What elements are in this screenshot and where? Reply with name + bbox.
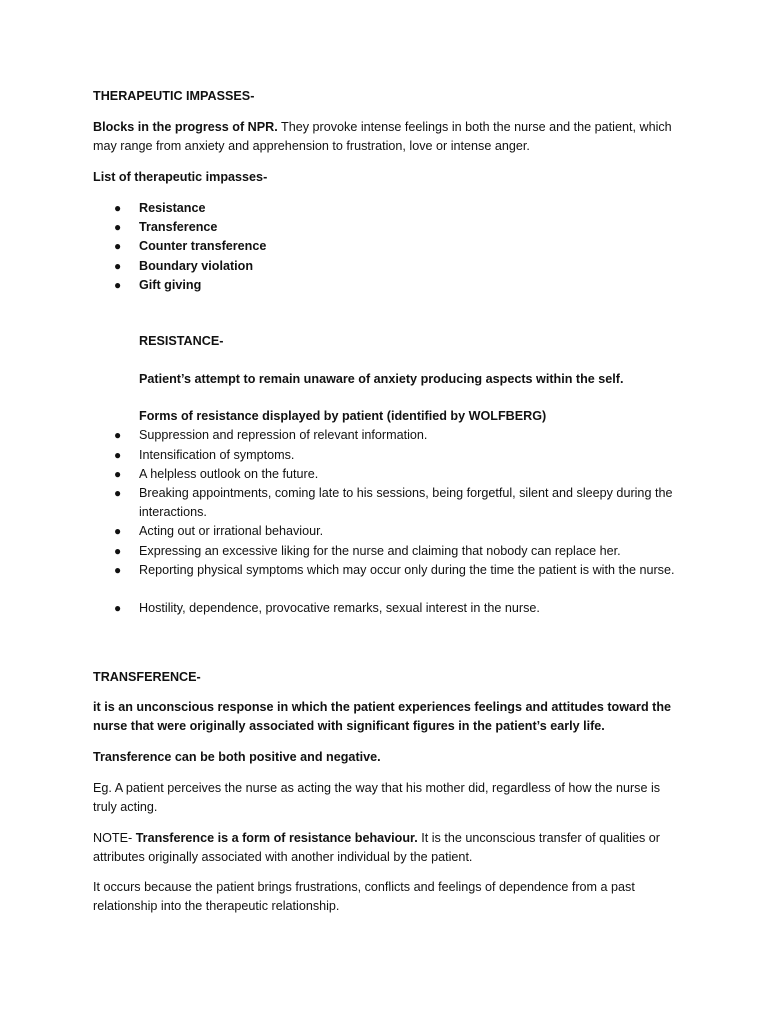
- bullet-icon: ●: [114, 544, 122, 558]
- transference-definition: it is an unconscious response in which the patient experiences feelings and attitudes toward the nurse that were originally associated with significant figures in the patient’s early life.: [93, 700, 672, 733]
- list-item: Resistance: [139, 201, 206, 215]
- resistance-definition: Patient’s attempt to remain unaware of anxiety producing aspects within the self.: [139, 372, 624, 386]
- transference-example: Eg. A patient perceives the nurse as acting the way that his mother did, regardless of how the nurse is truly acting.: [93, 781, 661, 814]
- bullet-icon: ●: [114, 428, 122, 442]
- resistance-heading: RESISTANCE-: [139, 334, 224, 348]
- bullet-icon: ●: [114, 524, 122, 538]
- list-item: Transference: [139, 220, 218, 234]
- list-item: Reporting physical symptoms which may occur only during the time the patient is with the nurse.: [139, 563, 675, 577]
- list-item: Intensification of symptoms.: [139, 448, 295, 462]
- intro-bold: Blocks in the progress of NPR.: [93, 120, 278, 134]
- intro-text: They provoke intense feelings in both the nurse and the patient, which may range from anxiety and apprehension to frustration, love or intense anger.: [93, 120, 672, 153]
- bullet-icon: ●: [114, 486, 122, 500]
- bullet-icon: ●: [114, 278, 122, 292]
- impasses-list-heading: List of therapeutic impasses-: [93, 170, 268, 184]
- list-item: Acting out or irrational behaviour.: [139, 524, 324, 538]
- bullet-icon: ●: [114, 601, 122, 615]
- list-item: Hostility, dependence, provocative remarks, sexual interest in the nurse.: [139, 601, 540, 615]
- transference-types: Transference can be both positive and negative.: [93, 750, 381, 764]
- page-title: THERAPEUTIC IMPASSES-: [93, 89, 255, 103]
- list-item: Expressing an excessive liking for the nurse and claiming that nobody can replace her.: [139, 544, 621, 558]
- list-item: Breaking appointments, coming late to his sessions, being forgetful, silent and sleepy during the interactions.: [139, 486, 673, 519]
- transference-heading: TRANSFERENCE-: [93, 670, 201, 684]
- transference-cause: It occurs because the patient brings frustrations, conflicts and feelings of dependence from a past relationship into the therapeutic relationship.: [93, 880, 635, 913]
- bullet-icon: ●: [114, 563, 122, 577]
- list-item: Boundary violation: [139, 259, 254, 273]
- list-item: Counter transference: [139, 239, 267, 253]
- list-item: A helpless outlook on the future.: [139, 467, 319, 481]
- bullet-icon: ●: [114, 220, 122, 234]
- intro-paragraph: [93, 118, 678, 155]
- bullet-icon: ●: [114, 448, 122, 462]
- bullet-icon: ●: [114, 201, 122, 215]
- list-item: Suppression and repression of relevant information.: [139, 428, 428, 442]
- note-text: It is the unconscious transfer of qualities or attributes originally associated with another individual by the patient.: [93, 831, 660, 864]
- bullet-icon: ●: [114, 239, 122, 253]
- resistance-forms-heading: Forms of resistance displayed by patient (identified by WOLFBERG): [139, 409, 547, 423]
- note-label: NOTE-: [93, 831, 136, 845]
- bullet-icon: ●: [114, 467, 122, 481]
- bullet-icon: ●: [114, 259, 122, 273]
- note-bold: Transference is a form of resistance behaviour.: [135, 831, 418, 845]
- transference-note: [93, 829, 678, 866]
- list-item: Gift giving: [139, 278, 202, 292]
